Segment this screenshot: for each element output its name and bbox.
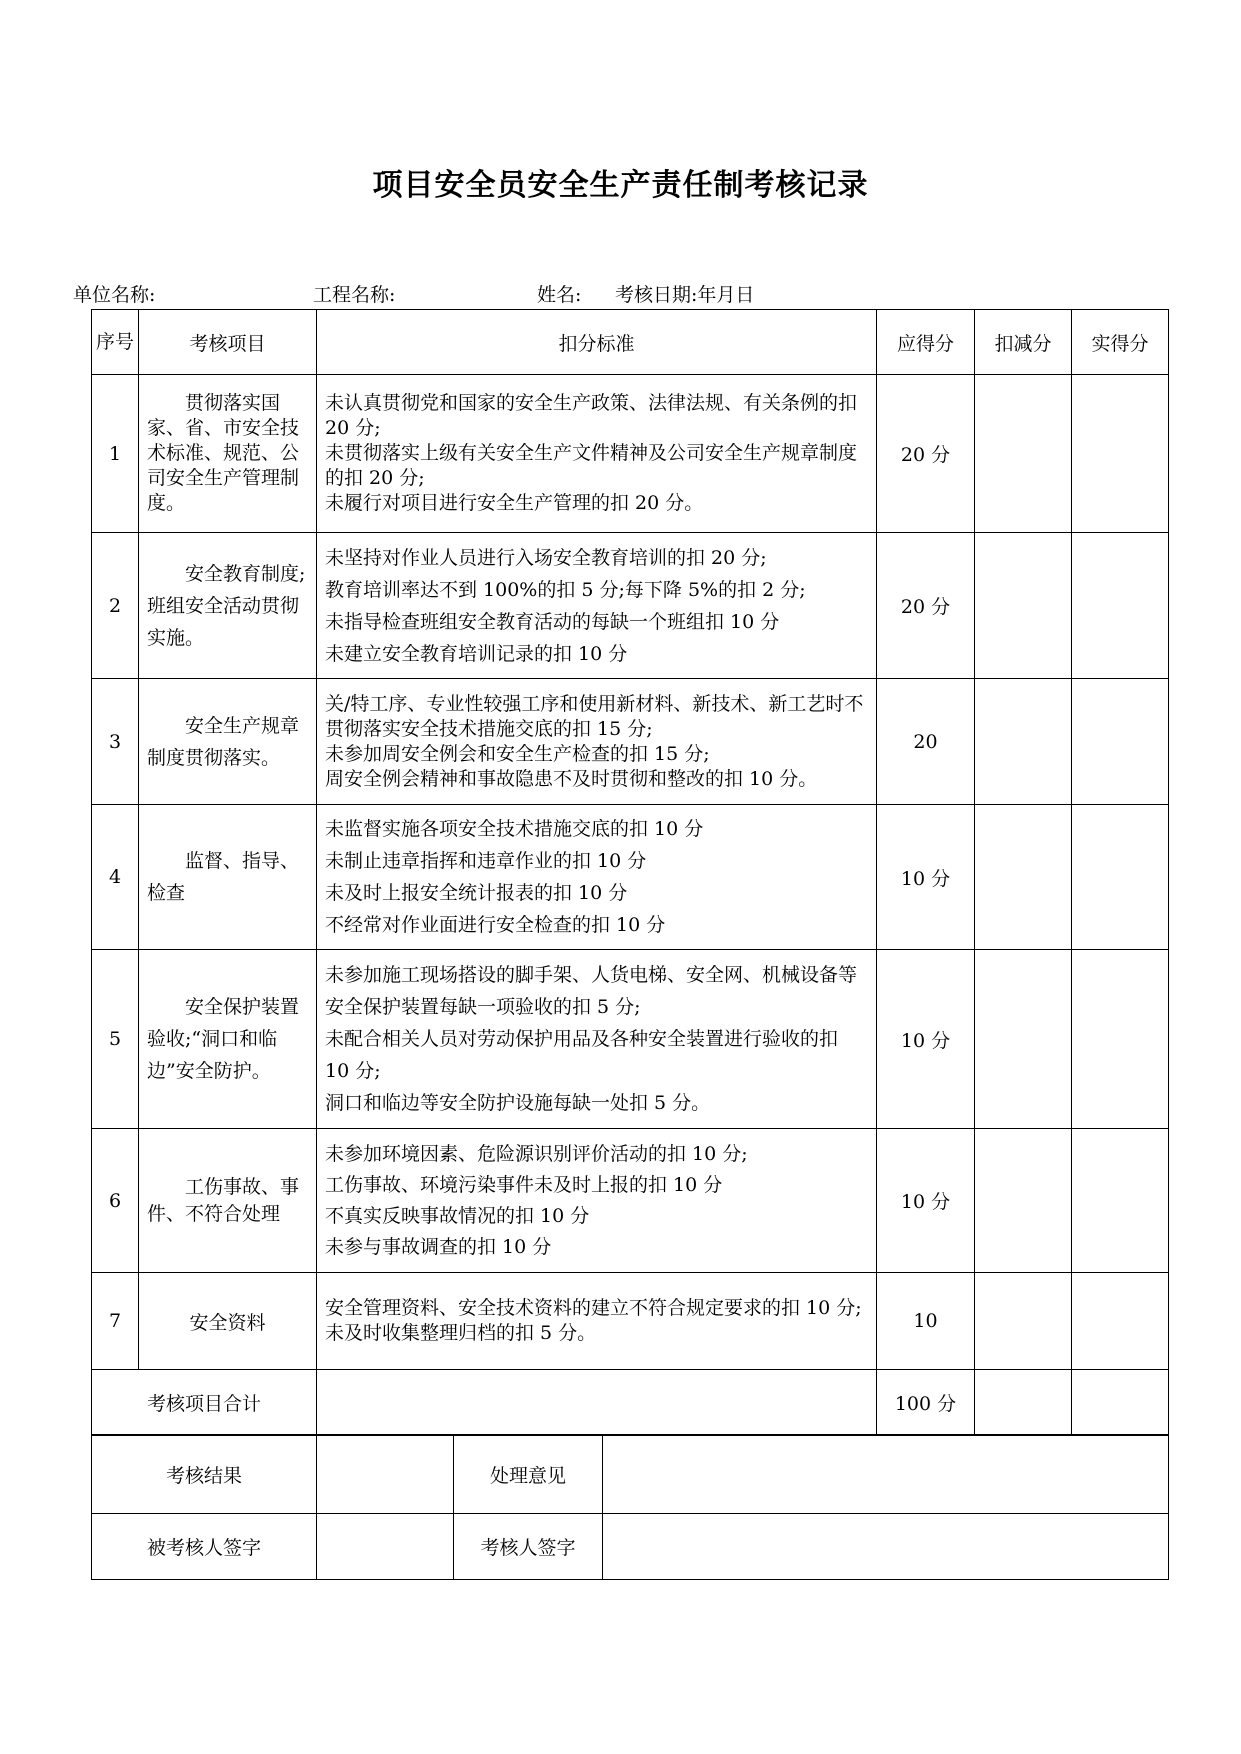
row-criteria: [317, 805, 877, 950]
row-deduct-score[interactable]: [975, 1273, 1072, 1370]
page-title: 项目安全员安全生产责任制考核记录: [372, 168, 869, 203]
person-name-label: 姓名:: [537, 284, 582, 306]
row-item: 安全资料: [139, 1273, 317, 1370]
criteria-line: 教育培训率达不到 100%的扣 5 分;每下降 5%的扣 2 分;: [325, 578, 806, 601]
table-row: [92, 950, 1169, 1129]
assessment-table: [91, 309, 1169, 1436]
row-due-score: 10 分: [877, 1129, 975, 1273]
row-due-score: 20 分: [877, 375, 975, 533]
header-item: 考核项目: [139, 310, 317, 375]
total-label: 考核项目合计: [92, 1370, 317, 1436]
row-deduct-score[interactable]: [975, 375, 1072, 533]
criteria-line: 未指导检查班组安全教育活动的每缺一个班组扣 10 分: [325, 610, 780, 633]
row-deduct-score[interactable]: [975, 805, 1072, 950]
table-row: [92, 1129, 1169, 1273]
result-label: 考核结果: [92, 1435, 317, 1514]
row-item: 监督、指导、检查: [139, 805, 317, 950]
row-due-score: 10 分: [877, 805, 975, 950]
criteria-line: 未履行对项目进行安全生产管理的扣 20 分。: [325, 492, 704, 514]
total-due-score: 100 分: [877, 1370, 975, 1436]
criteria-line: 安全管理资料、安全技术资料的建立不符合规定要求的扣 10 分;: [325, 1297, 862, 1319]
opinion-label: 处理意见: [454, 1435, 603, 1514]
row-seq: 6: [92, 1129, 139, 1273]
row-deduct-score[interactable]: [975, 950, 1072, 1129]
result-row: [92, 1435, 1169, 1514]
row-seq: 5: [92, 950, 139, 1129]
criteria-line: 未建立安全教育培训记录的扣 10 分: [325, 642, 628, 665]
signature-row: [92, 1514, 1169, 1580]
row-actual-score[interactable]: [1072, 533, 1169, 679]
unit-name-label: 单位名称:: [73, 284, 156, 306]
row-item: 贯彻落实国家、省、市安全技术标准、规范、公司安全生产管理制度。: [139, 375, 317, 533]
row-criteria: [317, 1129, 877, 1273]
criteria-line: 未制止违章指挥和违章作业的扣 10 分: [325, 850, 647, 872]
row-seq: 3: [92, 679, 139, 805]
header-deduct-score: 扣减分: [975, 310, 1072, 375]
criteria-line: 未及时收集整理归档的扣 5 分。: [325, 1322, 597, 1344]
criteria-line: 未认真贯彻党和国家的安全生产政策、法律法规、有关条例的扣 20 分;: [325, 392, 858, 439]
total-criteria-cell: [317, 1370, 877, 1436]
criteria-line: 工伤事故、环境污染事件未及时上报的扣 10 分: [325, 1173, 723, 1196]
header-due-score: 应得分: [877, 310, 975, 375]
criteria-line: 关/特工序、专业性较强工序和使用新材料、新技术、新工艺时不贯彻落实安全技术措施交底的扣 15 分;: [325, 692, 864, 740]
row-due-score: 20: [877, 679, 975, 805]
row-due-score: 10: [877, 1273, 975, 1370]
examiner-sign-label: 考核人签字: [454, 1514, 603, 1580]
examinee-sign-field[interactable]: [317, 1514, 454, 1580]
row-actual-score[interactable]: [1072, 1273, 1169, 1370]
total-deduct-score[interactable]: [975, 1370, 1072, 1436]
criteria-line: 未参加环境因素、危险源识别评价活动的扣 10 分;: [325, 1142, 748, 1165]
criteria-line: 不经常对作业面进行安全检查的扣 10 分: [325, 914, 666, 936]
row-seq: 7: [92, 1273, 139, 1370]
criteria-line: 未参加施工现场搭设的脚手架、人货电梯、安全网、机械设备等安全保护装置每缺一项验收的扣 5 分;: [325, 964, 858, 1018]
total-row: [92, 1370, 1169, 1436]
row-due-score: 20 分: [877, 533, 975, 679]
header-seq: 序号: [92, 310, 139, 375]
signature-table: [91, 1434, 1169, 1580]
examiner-sign-field[interactable]: [603, 1514, 1169, 1580]
row-criteria: [317, 950, 877, 1129]
examinee-sign-label: 被考核人签字: [92, 1514, 317, 1580]
row-actual-score[interactable]: [1072, 950, 1169, 1129]
table-row: [92, 1273, 1169, 1370]
row-criteria: [317, 533, 877, 679]
row-seq: 2: [92, 533, 139, 679]
row-item: 安全保护装置验收;“洞口和临边”安全防护。: [139, 950, 317, 1129]
row-actual-score[interactable]: [1072, 679, 1169, 805]
table-row: [92, 805, 1169, 950]
table-row: [92, 533, 1169, 679]
row-item: 安全生产规章制度贯彻落实。: [139, 679, 317, 805]
row-actual-score[interactable]: [1072, 805, 1169, 950]
result-field[interactable]: [317, 1435, 454, 1514]
header-row: [92, 310, 1169, 375]
row-actual-score[interactable]: [1072, 1129, 1169, 1273]
criteria-line: 周安全例会精神和事故隐患不及时贯彻和整改的扣 10 分。: [325, 767, 818, 790]
project-name-label: 工程名称:: [313, 284, 396, 306]
criteria-line: 不真实反映事故情况的扣 10 分: [325, 1204, 590, 1227]
row-item: 安全教育制度;班组安全活动贯彻实施。: [139, 533, 317, 679]
criteria-line: 未配合相关人员对劳动保护用品及各种安全装置进行验收的扣 10 分;: [325, 1028, 839, 1082]
criteria-line: 未及时上报安全统计报表的扣 10 分: [325, 882, 628, 904]
criteria-line: 未坚持对作业人员进行入场安全教育培训的扣 20 分;: [325, 546, 767, 569]
criteria-line: 未贯彻落实上级有关安全生产文件精神及公司安全生产规章制度的扣 20 分;: [325, 442, 858, 489]
exam-date-label: 考核日期:年月日: [615, 284, 755, 306]
header-actual-score: 实得分: [1072, 310, 1169, 375]
criteria-line: 未参与事故调查的扣 10 分: [325, 1235, 552, 1258]
table-row: [92, 679, 1169, 805]
row-seq: 4: [92, 805, 139, 950]
criteria-line: 洞口和临边等安全防护设施每缺一处扣 5 分。: [325, 1092, 711, 1114]
criteria-line: 未监督实施各项安全技术措施交底的扣 10 分: [325, 818, 704, 840]
table-row: [92, 375, 1169, 533]
row-deduct-score[interactable]: [975, 679, 1072, 805]
total-actual-score[interactable]: [1072, 1370, 1169, 1436]
row-due-score: 10 分: [877, 950, 975, 1129]
row-deduct-score[interactable]: [975, 533, 1072, 679]
row-criteria: [317, 1273, 877, 1370]
row-criteria: [317, 679, 877, 805]
criteria-line: 未参加周安全例会和安全生产检查的扣 15 分;: [325, 742, 710, 765]
row-actual-score[interactable]: [1072, 375, 1169, 533]
row-deduct-score[interactable]: [975, 1129, 1072, 1273]
header-criteria: 扣分标准: [317, 310, 877, 375]
row-criteria: [317, 375, 877, 533]
row-seq: 1: [92, 375, 139, 533]
row-item: 工伤事故、事件、不符合处理: [139, 1129, 317, 1273]
opinion-field[interactable]: [603, 1435, 1169, 1514]
